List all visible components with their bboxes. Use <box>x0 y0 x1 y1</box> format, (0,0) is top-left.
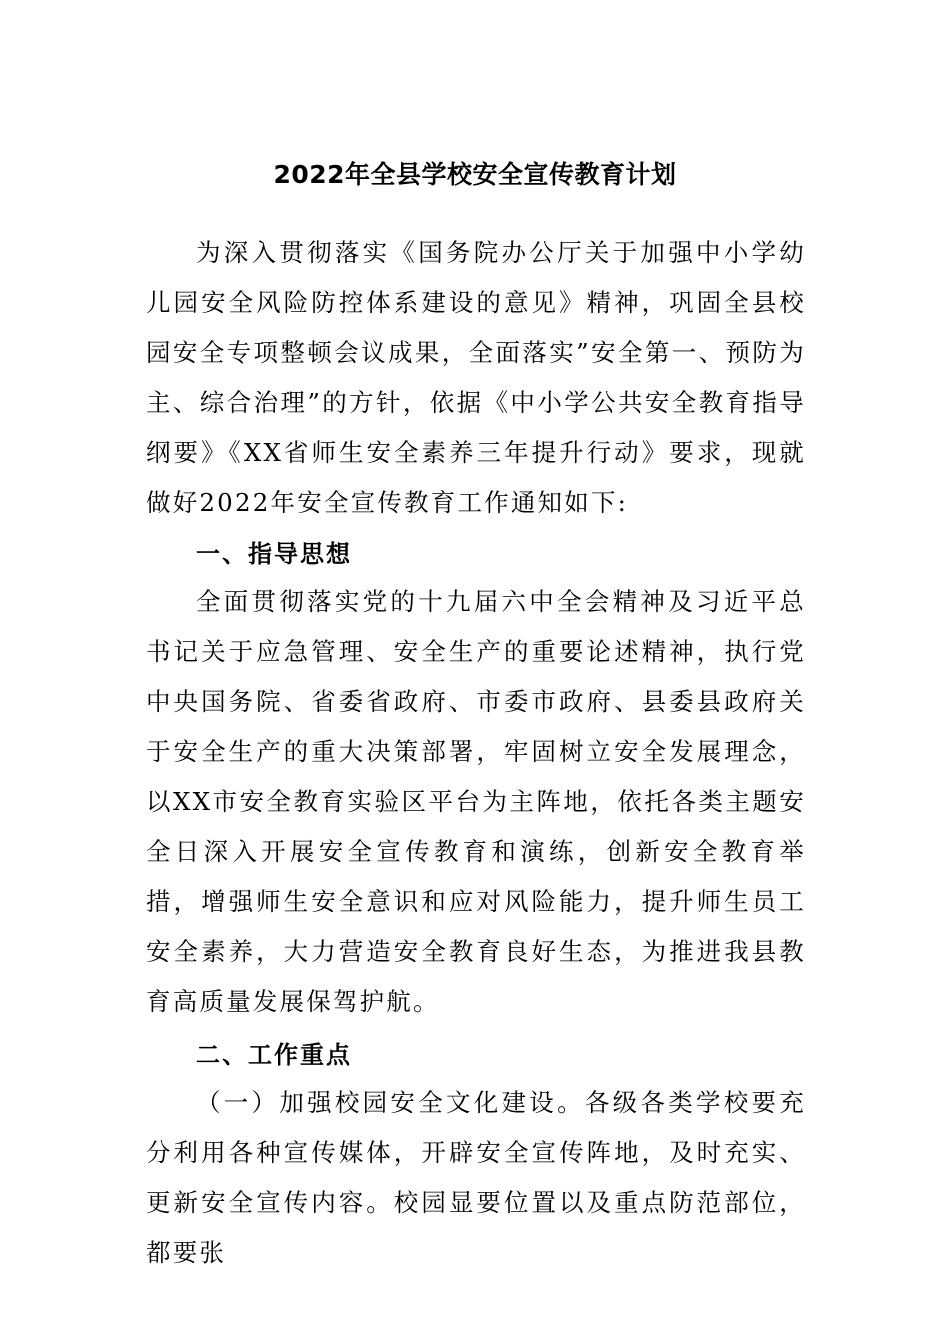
section-heading-guiding-ideology: 一、指导思想 <box>196 540 352 568</box>
work-focus-paragraph: （一）加强校园安全文化建设。各级各类学校要充分利用各种宣传媒体，开辟安全宣传阵地，及时充实、更新安全宣传内容。校园显要位置以及重点防范部位，都要张 <box>146 1088 806 1267</box>
guiding-ideology-paragraph: 全面贯彻落实党的十九届六中全会精神及习近平总书记关于应急管理、安全生产的重要论述精神，执行党中央国务院、省委省政府、市委市政府、县委县政府关于安全生产的重大决策部署，牢固树立安全发展理念，以XX市安全教育实验区平台为主阵地，依托各类主题安全日深入开展安全宣传教育和演练，创新安全教育举措，增强师生安全意识和应对风险能力，提升师生员工安全素养，大力营造安全教育良好生态，为推进我县教育高质量发展保驾护航。 <box>146 587 806 1016</box>
intro-paragraph: 为深入贯彻落实《国务院办公厅关于加强中小学幼儿园安全风险防控体系建设的意见》精神，巩固全县校园安全专项整顿会议成果，全面落实”安全第一、预防为主、综合治理”的方针，依据《中小学公共安全教育指导纲要》《XX省师生安全素养三年提升行动》要求，现就做好2022年安全宣传教育工作通知如下: <box>146 238 806 517</box>
section-heading-work-focus: 二、工作重点 <box>196 1041 352 1069</box>
document-title: 2022年全县学校安全宣传教育计划 <box>273 160 677 189</box>
